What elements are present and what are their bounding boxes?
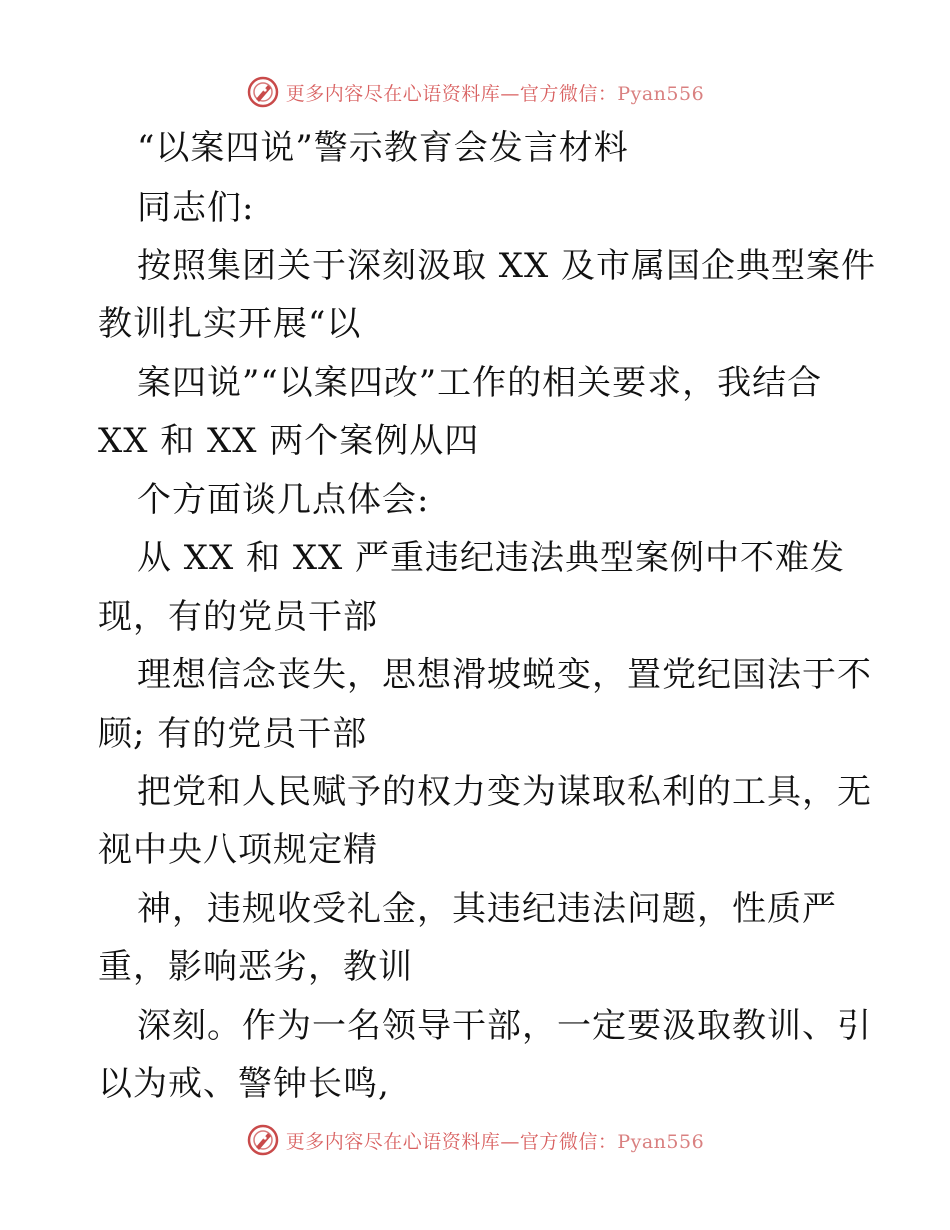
paragraph-line: 重，影响恶劣，教训 — [98, 947, 413, 987]
paragraph-line: 深刻。作为一名领导干部，一定要汲取教训、引 — [137, 1006, 872, 1046]
paragraph-line: 以为戒、警钟长鸣, — [98, 1064, 390, 1104]
paragraph-line: 个方面谈几点体会: — [137, 480, 430, 520]
watermark-banner-bottom — [0, 1120, 950, 1160]
pen-nib-circle-icon — [246, 75, 280, 109]
paragraph-line: XX 和 XX 两个案例从四 — [98, 421, 480, 461]
watermark-text: 更多内容尽在心语资料库—官方微信：Pyan556 — [285, 82, 705, 105]
watermark-banner-top — [0, 72, 950, 112]
paragraph-line: 现，有的党员干部 — [98, 597, 378, 637]
watermark-text: 更多内容尽在心语资料库—官方微信：Pyan556 — [285, 1130, 705, 1153]
paragraph-line: 理想信念丧失，思想滑坡蜕变，置党纪国法于不 — [137, 655, 872, 695]
paragraph-line: 把党和人民赋予的权力变为谋取私利的工具，无 — [137, 772, 872, 812]
document-title: “以案四说”警示教育会发言材料 — [137, 128, 629, 168]
pen-nib-circle-icon — [246, 1123, 280, 1157]
paragraph-line: 从 XX 和 XX 严重违纪违法典型案例中不难发 — [137, 538, 846, 578]
paragraph-line: 按照集团关于深刻汲取 XX 及市属国企典型案件 — [137, 246, 877, 286]
paragraph-line: 神，违规收受礼金，其违纪违法问题，性质严 — [137, 889, 837, 929]
paragraph-line: 顾; 有的党员干部 — [98, 714, 368, 754]
paragraph-line: 教训扎实开展“以 — [98, 304, 362, 344]
paragraph-line: 视中央八项规定精 — [98, 830, 378, 870]
paragraph-line: 同志们: — [137, 188, 255, 228]
paragraph-line: 案四说”“以案四改”工作的相关要求，我结合 — [137, 363, 823, 403]
